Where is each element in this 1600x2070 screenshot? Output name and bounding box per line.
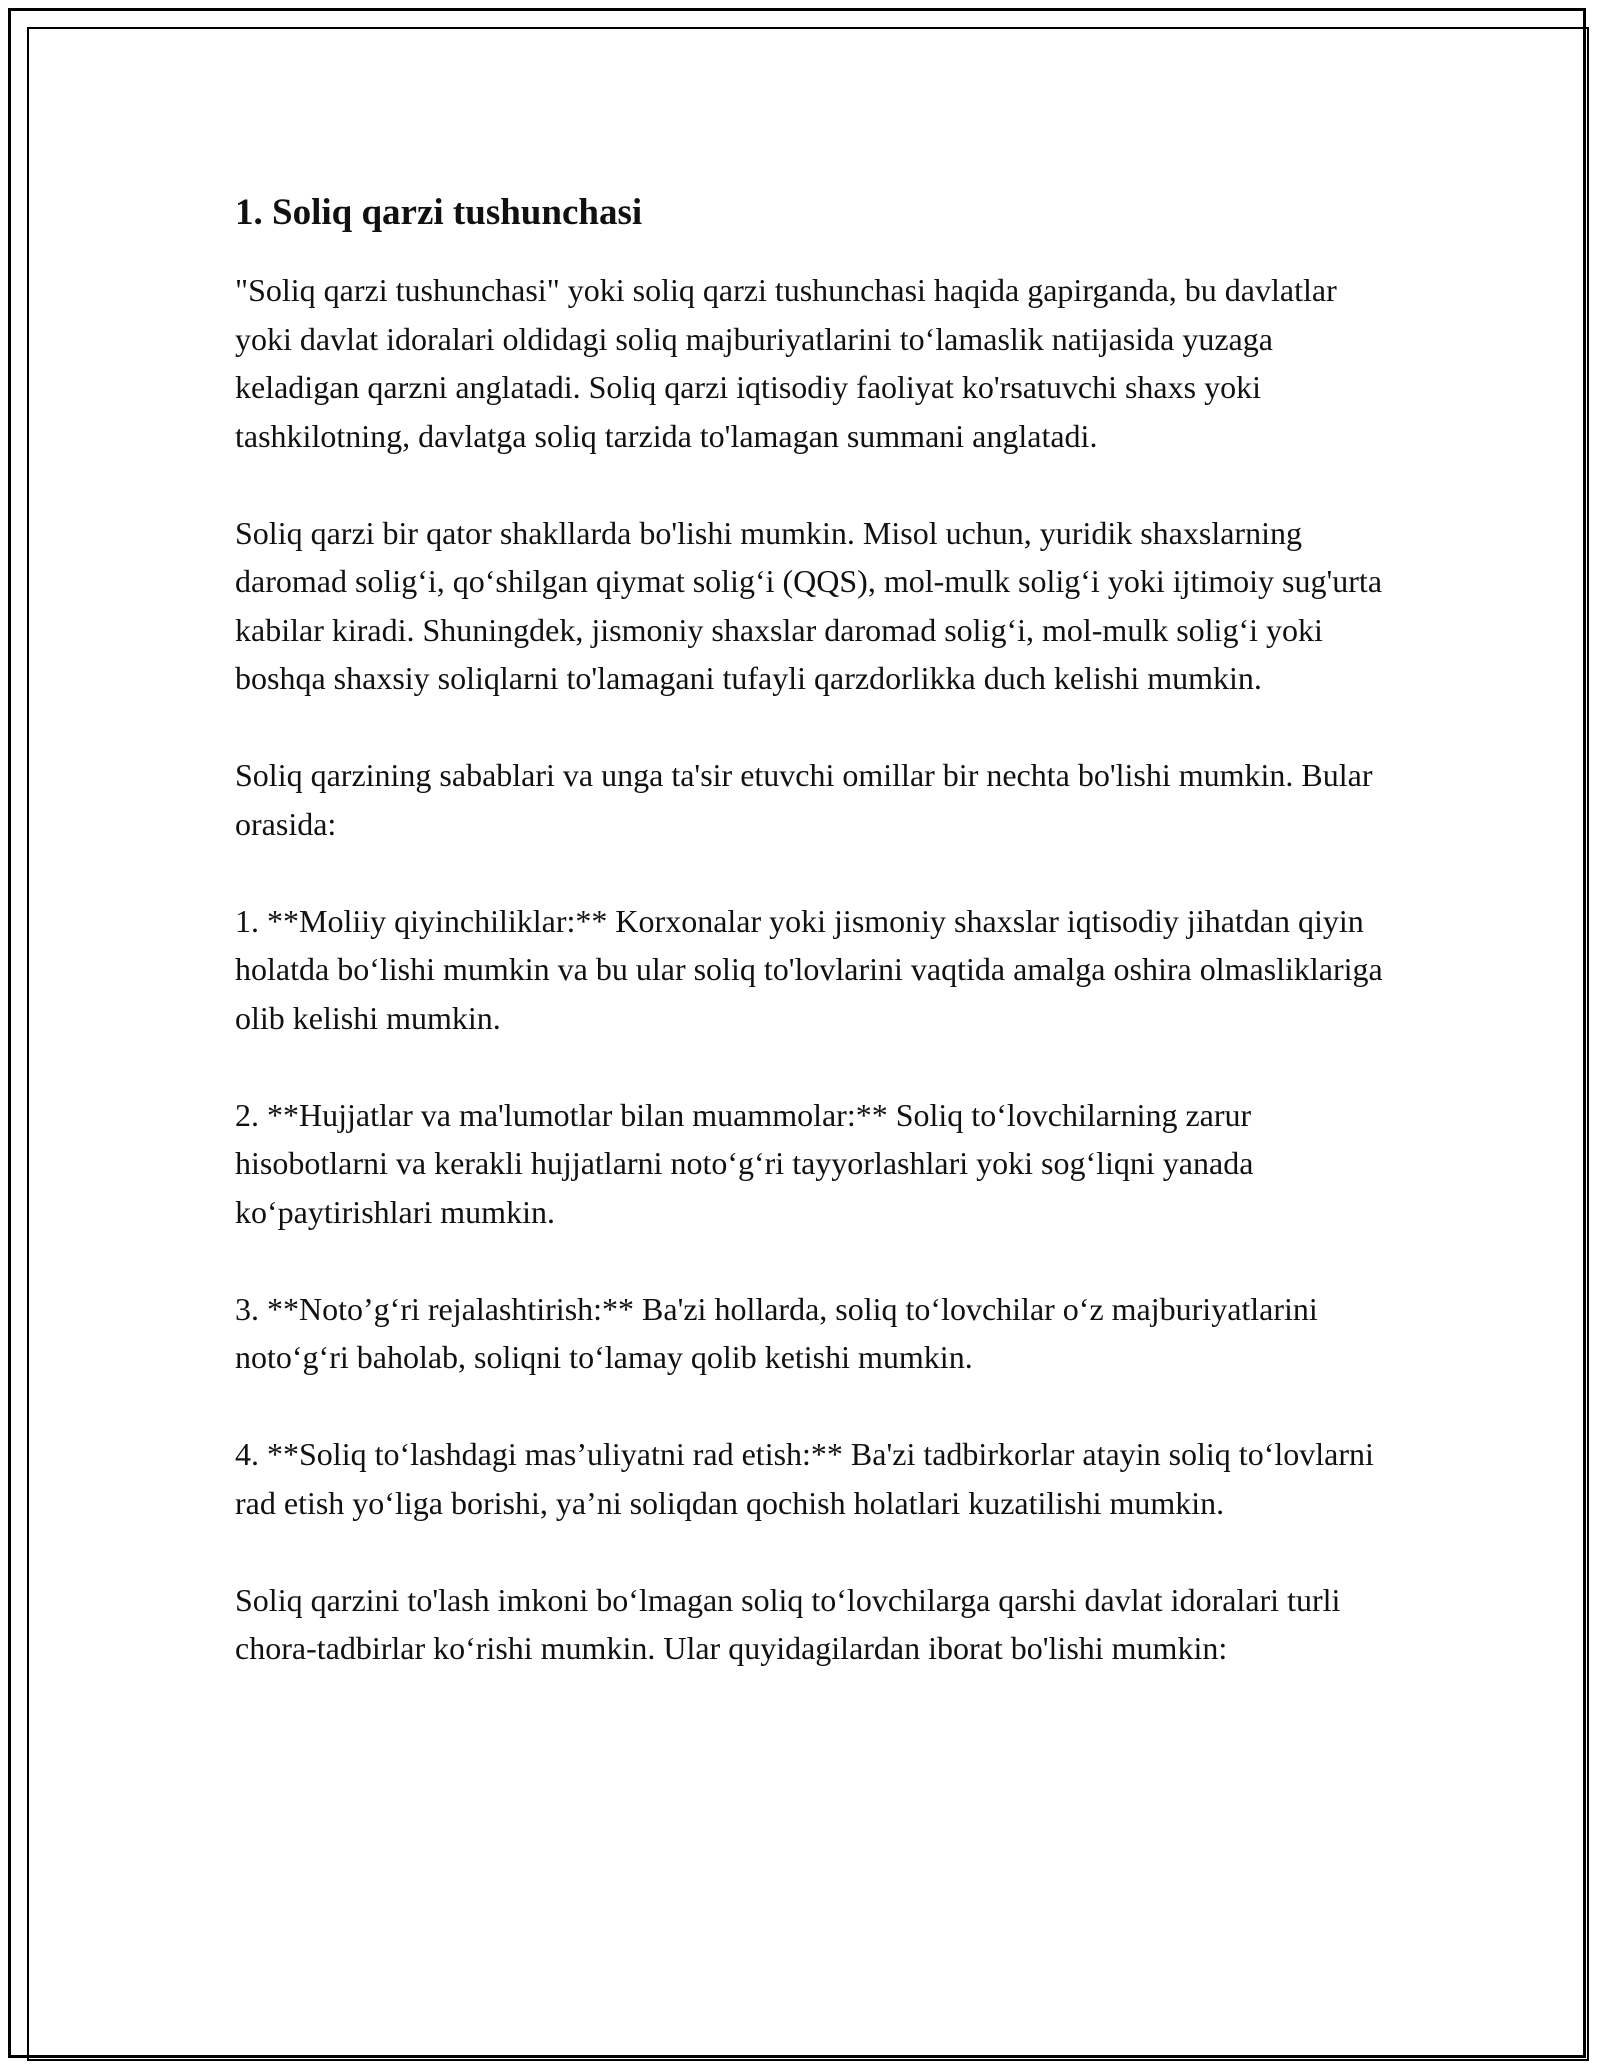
list-item-financial-difficulties: 1. **Moliiy qiyinchiliklar:** Korxonalar yoki jismoniy shaxslar iqtisodiy jihatdan qiyin holatda bo‘lishi mumkin va bu ular soliq to'lovlarini vaqtida amalga oshira olmasliklariga olib kelishi mumkin. — [235, 902, 1383, 1036]
list-item-wrong-planning: 3. **Noto’g‘ri rejalashtirish:** Ba'zi hollarda, soliq to‘lovchilar o‘z majburiyatlarini noto‘g‘ri baholab, soliqni to‘lamay qolib ketishi mumkin. — [235, 1290, 1318, 1375]
document-body — [235, 188, 1385, 1721]
paragraph-causes-intro: Soliq qarzining sabablari va unga ta'sir etuvchi omillar bir nechta bo'lishi mumkin. Bular orasida: — [235, 757, 1373, 842]
list-item-document-problems: 2. **Hujjatlar va ma'lumotlar bilan muammolar:** Soliq to‘lovchilarning zarur hisobotlarni va kerakli hujjatlarni noto‘g‘ri tayyorlashlari yoki sog‘liqni yanada ko‘paytirishlari mumkin. — [235, 1096, 1254, 1230]
list-item-responsibility-denial: 4. **Soliq to‘lashdagi mas’uliyatni rad etish:** Ba'zi tadbirkorlar atayin soliq to‘lovlarni rad etish yo‘liga borishi, ya’ni soliqdan qochish holatlari kuzatilishi mumkin. — [235, 1436, 1374, 1521]
paragraph-definition: "Soliq qarzi tushunchasi" yoki soliq qarzi tushunchasi haqida gapirganda, bu davlatlar yoki davlat idoralari oldidagi soliq majburiyatlarini to‘lamaslik natijasida yuzaga keladigan qarzni anglatadi. Soliq qarzi iqtisodiy faoliyat ko'rsatuvchi shaxs yoki tashkilotning, davlatga soliq tarzida to'lamagan summani anglatadi. — [235, 272, 1337, 454]
paragraph-forms: Soliq qarzi bir qator shakllarda bo'lishi mumkin. Misol uchun, yuridik shaxslarning daromad solig‘i, qo‘shilgan qiymat solig‘i (QQS), mol-mulk solig‘i yoki ijtimoiy sug'urta kabilar kiradi. Shuningdek, jismoniy shaxslar daromad solig‘i, mol-mulk solig‘i yoki boshqa shaxsiy soliqlarni to'lamagani tufayli qarzdorlikka duch kelishi mumkin. — [235, 514, 1383, 696]
section-heading: 1. Soliq qarzi tushunchasi — [235, 192, 643, 233]
paragraph-measures-intro: Soliq qarzini to'lash imkoni bo‘lmagan soliq to‘lovchilarga qarshi davlat idoralari turli chora-tadbirlar ko‘rishi mumkin. Ular quyidagilardan iborat bo'lishi mumkin: — [235, 1581, 1341, 1666]
